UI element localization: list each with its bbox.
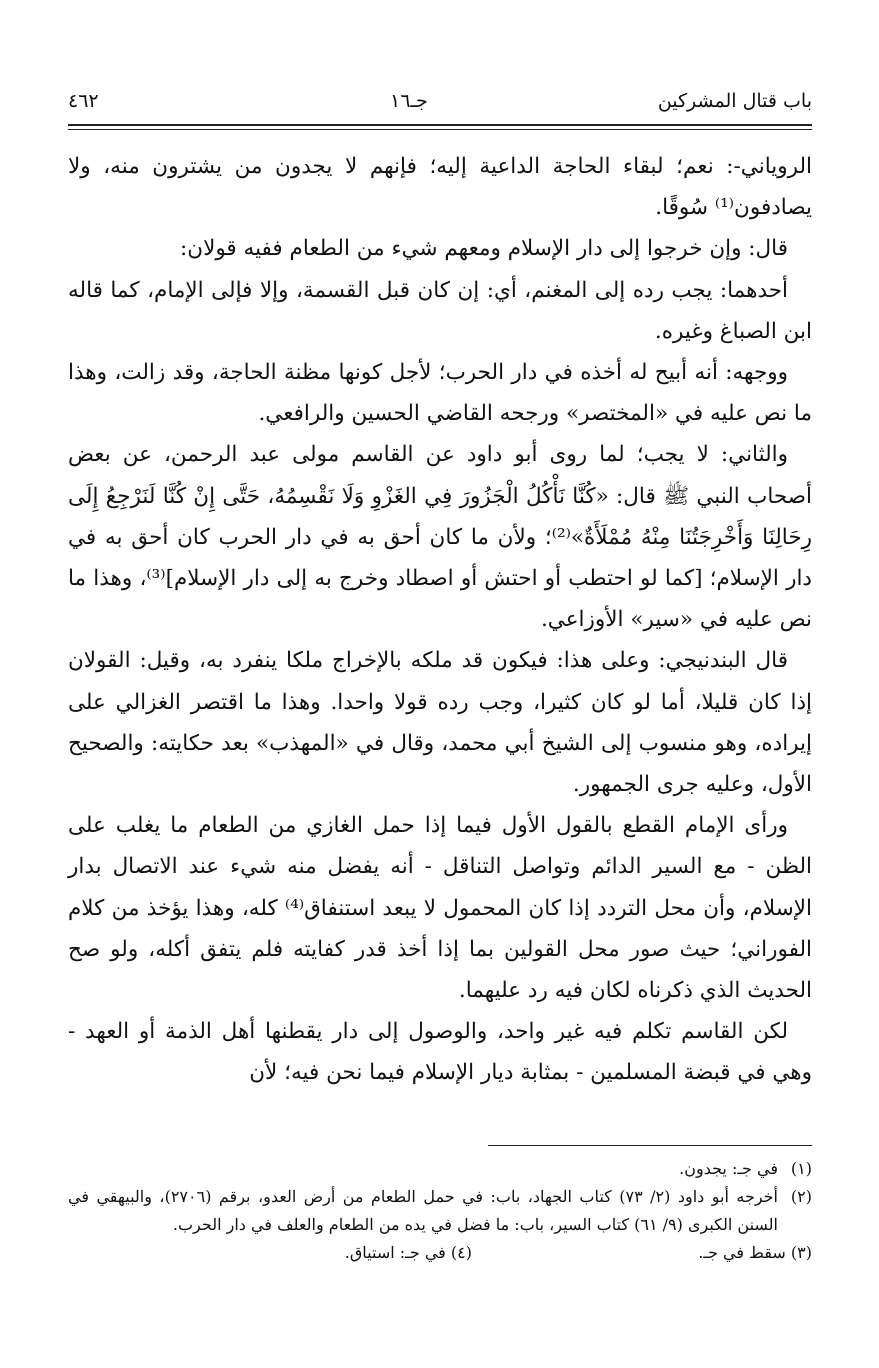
paragraph: والثاني: لا يجب؛ لما روى أبو داود عن القاسم مولى عبد الرحمن، عن بعض أصحاب النبي ﷺ قال: «كُنَّا نَأْكُلُ الْجَزُورَ فِي الغَزْوِ وَلَا نَقْسِمُهُ، حَتَّى إِنْ كُنَّا لَنَرْجِعُ إِلَى رِحَالِنَا وَأَخْرِجَتُنَا مِنْهُ مُمْلَأَةٌ»⁽²⁾؛ ولأن ما كان أحق به في دار الحرب كان أحق به في دار الإسلام؛ [كما لو احتطب أو احتش أو اصطاد وخرج به إلى دار الإسلام]⁽³⁾، وهذا ما نص عليه في «سير» الأوزاعي. xyxy=(68,442,813,633)
running-header xyxy=(68,90,812,120)
paragraph: ووجهه: أنه أبيح له أخذه في دار الحرب؛ لأجل كونها مظنة الحاجة، وقد زالت، وهذا ما نص عليه في «المختصر» ورجحه القاضي الحسين والرافعي. xyxy=(68,360,812,427)
footnote xyxy=(68,1183,812,1239)
footnote-separator xyxy=(488,1145,812,1146)
footnote-number: (٢) xyxy=(790,1187,812,1206)
paragraph: أحدهما: يجب رده إلى المغنم، أي: إن كان قبل القسمة، وإلا فإلى الإمام، كما قاله ابن الصباغ وغيره. xyxy=(68,277,812,344)
footnote-text: أخرجه أبو داود (٢/ ٧٣) كتاب الجهاد، باب: في حمل الطعام من أرض العدو، برقم (٢٧٠٦)، والبيهقي في السنن الكبرى (٩/ ٦١) كتاب السير، باب: ما فضل في يده من الطعام والعلف في دار الحرب. xyxy=(68,1187,778,1234)
page-number: ٤٦٢ xyxy=(68,90,99,112)
main-text xyxy=(68,146,812,1094)
footnote xyxy=(345,1239,472,1267)
header-rule-thin xyxy=(68,129,812,130)
footnote-row xyxy=(68,1239,812,1267)
paragraph: الروياني-: نعم؛ لبقاء الحاجة الداعية إليه؛ فإنهم لا يجدون من يشترون منه، ولا يصادفون⁽¹⁾ سُوقًا. xyxy=(68,154,812,221)
footnote-number: (٣) xyxy=(790,1243,812,1262)
paragraph: ورأى الإمام القطع بالقول الأول فيما إذا حمل الغازي من الطعام ما يغلب على الظن - مع السير الدائم وتواصل التناقل - أنه يفضل منه شيء عند الاتصال بدار الإسلام، وأن محل التردد إذا كان المحمول لا يبعد استنفاق⁽⁴⁾ كله، وهذا يؤخذ من كلام الفوراني؛ حيث صور محل القولين بما إذا أخذ قدر كفايته فلم يتفق أكله، ولو صح الحديث الذي ذكرناه لكان فيه رد عليهما. xyxy=(68,813,812,1004)
book-page xyxy=(68,0,812,1368)
paragraph: قال: وإن خرجوا إلى دار الإسلام ومعهم شيء من الطعام ففيه قولان: xyxy=(180,236,788,262)
footnote-number: (١) xyxy=(790,1159,812,1178)
footnote-text: في جـ: استياق. xyxy=(344,1243,446,1262)
paragraph: لكن القاسم تكلم فيه غير واحد، والوصول إلى دار يقطنها أهل الذمة أو العهد - وهي في قبضة المسلمين - بمثابة ديار الإسلام فيما نحن فيه؛ لأن xyxy=(68,1019,812,1086)
paragraph: قال البندنيجي: وعلى هذا: فيكون قد ملكه بالإخراج ملكا ينفرد به، وقيل: القولان إذا كان قليلا، أما لو كان كثيرا، وجب رده قولا واحدا. وهذا ما اقتصر الغزالي على إيراده، وهو منسوب إلى الشيخ أبي محمد، وقال في «المهذب» بعد حكايته: والصحيح الأول، وعليه جرى الجمهور. xyxy=(68,648,812,798)
footnote xyxy=(68,1155,812,1183)
footnote-number: (٤) xyxy=(450,1243,472,1262)
chapter-title: باب قتال المشركين xyxy=(657,90,812,112)
footnotes xyxy=(68,1155,812,1267)
header-rule-thick xyxy=(68,124,812,126)
volume-label: جـ١٦ xyxy=(390,90,428,112)
footnote xyxy=(698,1239,812,1267)
footnote-text: سقط في جـ. xyxy=(698,1243,786,1262)
footnote-text: في جـ: يجدون. xyxy=(679,1159,778,1178)
